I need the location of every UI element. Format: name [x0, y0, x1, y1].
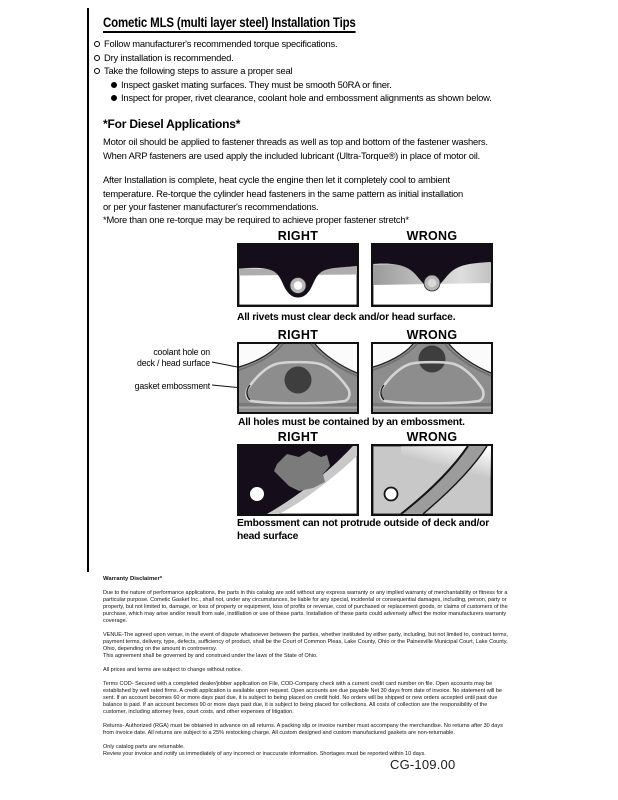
bullet-text: Follow manufacturer's recommended torque specifications. [104, 38, 338, 49]
venue-paragraph: VENUE-The agreed upon venue, in the event of dispute whatsoever between the parties, whether instituted by either party, including, but not limited to, contract terms, payment terms, delivery, type, defects, sufficiency of product, shall be the Court of Common Pleas, Lake County, Ohio or the Painesville Municipal Court, Lake County, Ohio, depending on the amount in controversy. [103, 632, 508, 652]
embossment-right-diagram [237, 444, 359, 516]
coolant-hole-icon [419, 346, 446, 373]
rivet-wrong-diagram [371, 243, 493, 307]
terms-paragraph: Terms COD- Secured with a completed dealer/jobber application on File, COD-Company check with a current credit card number on file. Open accounts may be established by well rated firms. A credit application is available upon request. Open accounts are due payable Net 30 days from date of invoice. No statement will be sent. If an account becomes 60 or more days past due, it is subject to being placed on credit hold. No orders will be shipped or new orders accepted until past due balance is paid. If an account becomes 90 or more days past due, it is subject to being placed for collections. All costs of collection are the responsibility of the customer, including attorney fees, court costs, and other expenses of litigation. [103, 681, 502, 715]
list-item [94, 65, 492, 79]
embossment-caption: Embossment can not protrude outside of deck and/or head surface [237, 518, 490, 542]
paragraph-line: When ARP fasteners are used apply the included lubricant (Ultra-Torque®) in place of motor oil. [103, 149, 480, 161]
paragraph-line: temperature. Re-torque the cylinder head fasteners in the same pattern as initial installation [103, 187, 464, 199]
body-paragraph [103, 173, 463, 214]
right-label: RIGHT [277, 328, 319, 342]
coolant-hole-annotation: coolant hole on deck / head surface [137, 347, 210, 368]
open-bullet-icon [94, 41, 100, 47]
returnable-line: Only catalog parts are returnable. [103, 744, 185, 750]
wrong-label: WRONG [406, 430, 458, 444]
paragraph-line: Motor oil should be applied to fastener threads as well as top and bottom of the fastener washers. [103, 136, 488, 147]
warranty-paragraph: Due to the nature of performance applications, the parts in this catalog are sold without any express warranty or any implied warranty of merchantability or fitness for a particular purpose. Cometic Gasket Inc., shall not, under any circumstances, be liable for any special, incidental or consequential damages, including, person, party or property, but not limited to, damage, or loss of property or equipment, loss of profits or revenue, cost of purchased or replacement goods, or claims of customers of the purchase, which may arise and/or result from sale, instillation or use of these parts. Installation of these parts could adversely affect the motor manufacturers warranty coverage. [103, 590, 508, 624]
returns-paragraph: Returns- Authorized (RGA) must be obtained in advance on all returns. A packing slip or invoice number must accompany the merchandise. No returns after 30 days from invoice date. All returns are subject to a 25% restocking charge. All custom designed and custom manufactured gaskets are non-returnable. [103, 723, 503, 736]
page-title: Cometic MLS (multi layer steel) Installation Tips [103, 14, 356, 33]
open-bullet-icon [94, 55, 100, 61]
coolant-hole-right-diagram [237, 342, 359, 414]
prices-line: All prices and terms are subject to change without notice. [103, 667, 243, 673]
list-item [94, 52, 492, 66]
right-label: RIGHT [277, 229, 319, 243]
left-margin-rule [87, 8, 89, 572]
rivet-right-diagram [237, 243, 359, 307]
warranty-disclaimer-block [103, 576, 512, 765]
rivets-caption: All rivets must clear deck and/or head surface. [237, 312, 456, 323]
governing-law-line: This agreement shall be governed by and construed under the laws of the State of Ohio. [103, 653, 318, 659]
coolant-hole-icon [285, 367, 312, 394]
list-item [111, 79, 492, 93]
installation-tips-list [94, 38, 492, 106]
bolt-hole-icon [385, 488, 398, 501]
page-code: CG-109.00 [390, 757, 456, 772]
paragraph-line: or per your fastener manufacturer's recommendations. [103, 201, 319, 212]
filled-bullet-icon [111, 82, 117, 88]
filled-bullet-icon [111, 95, 117, 101]
diesel-applications-heading: *For Diesel Applications* [103, 117, 241, 131]
holes-caption: All holes must be contained by an embossment. [238, 417, 465, 428]
right-label: RIGHT [277, 430, 319, 444]
bullet-text: Inspect gasket mating surfaces. They must be smooth 50RA or finer. [121, 78, 392, 90]
list-item [94, 38, 492, 52]
review-line: Review your invoice and notify us immediately of any incorrect or inaccurate information. Shortages must be reported within 10 days. [103, 751, 426, 757]
coolant-hole-wrong-diagram [371, 342, 493, 414]
list-item [111, 92, 492, 106]
retorque-note: *More than one re-torque may be required to achieve proper fastener stretch* [103, 214, 409, 225]
bolt-hole-icon [250, 487, 264, 501]
paragraph-line: After Installation is complete, heat cycle the engine then let it completely cool to ambient [103, 174, 450, 185]
bullet-text: Dry installation is recommended. [104, 51, 234, 63]
bullet-text: Inspect for proper, rivet clearance, coolant hole and embossment alignments as shown below. [121, 92, 492, 104]
wrong-label: WRONG [406, 229, 458, 243]
gasket-embossment-annotation: gasket embossment [134, 381, 210, 391]
bullet-text: Take the following steps to assure a proper seal [104, 65, 293, 77]
embossment-wrong-diagram [371, 444, 493, 516]
body-paragraph [103, 135, 488, 162]
wrong-label: WRONG [406, 328, 458, 342]
warranty-heading: Warranty Disclaimer* [103, 576, 163, 582]
open-bullet-icon [94, 68, 100, 74]
